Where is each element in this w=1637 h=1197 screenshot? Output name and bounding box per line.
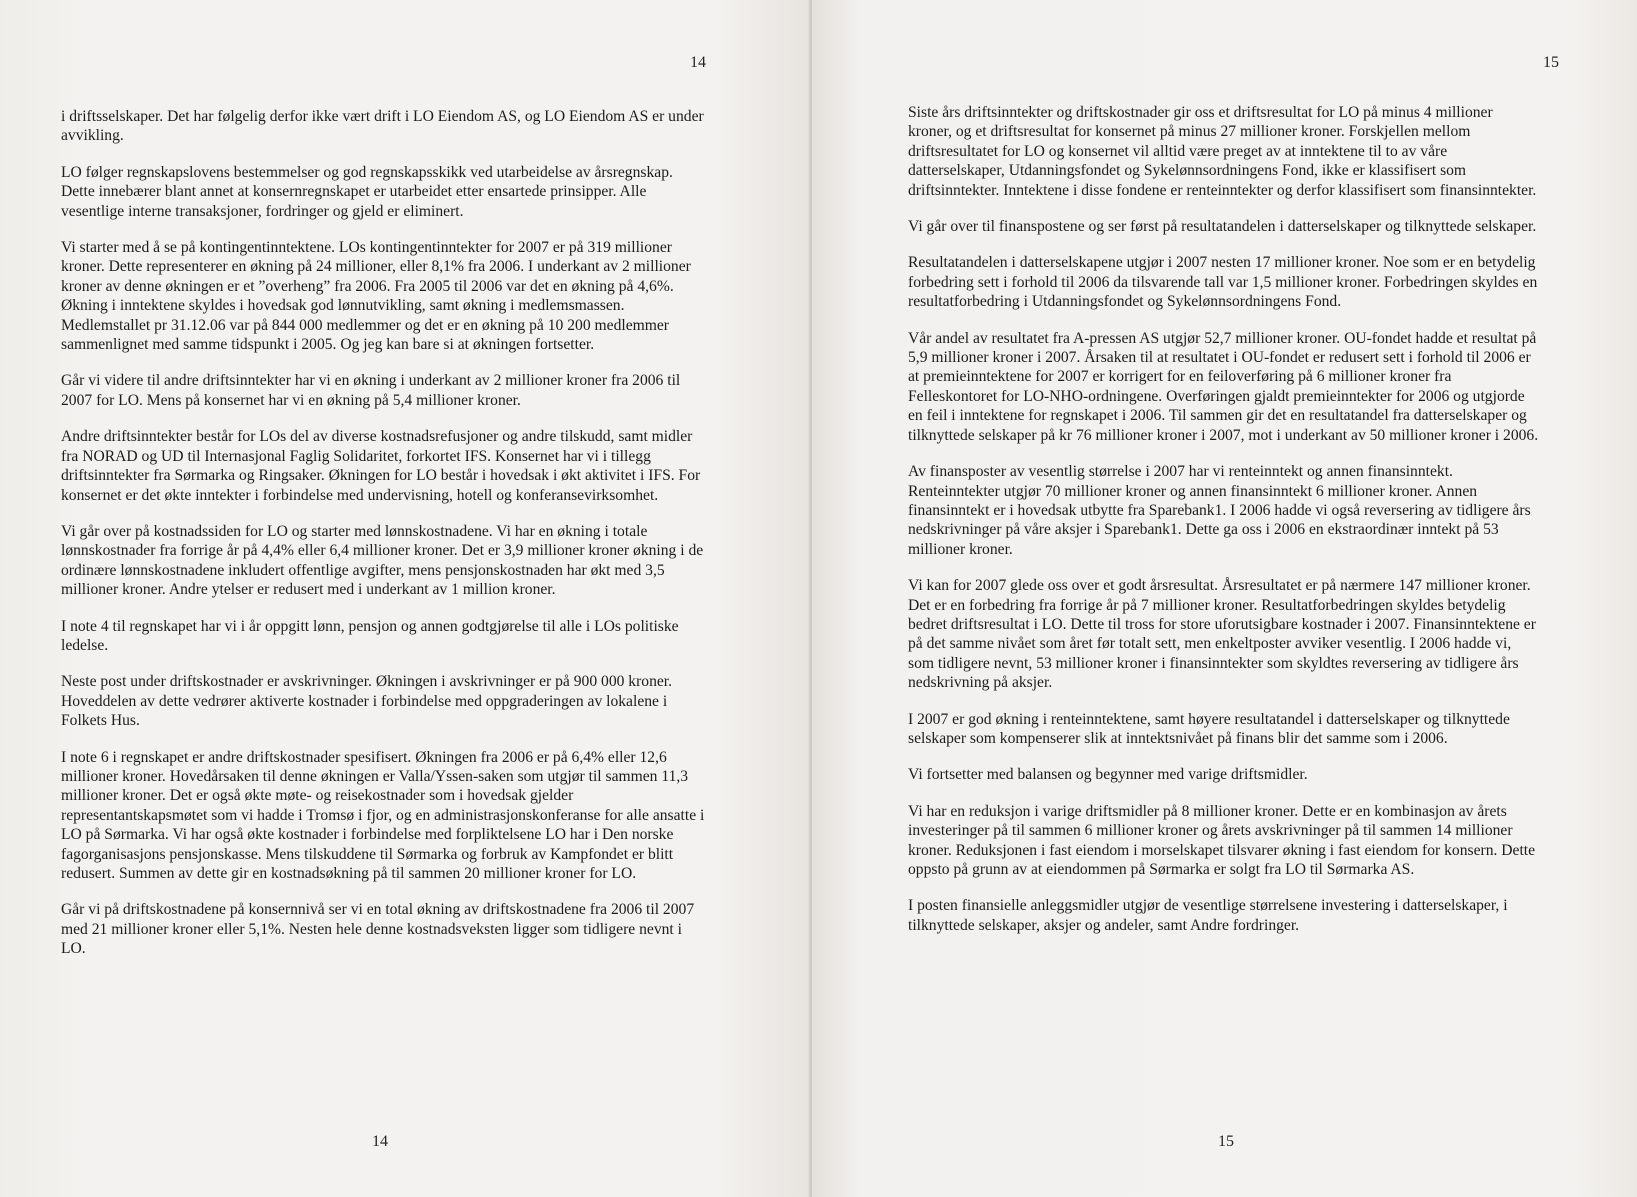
right-paragraph-1: Siste års driftsinntekter og driftskostnader gir oss et driftsresultat for LO på minus 4 millioner kroner, og et driftsresultat for konsernet på minus 27 millioner kroner. Forskjellen mellom driftsresultatet for LO og konsernet vil alltid være preget av at inntektene til to av våre datterselskaper, Utdanningsfondet og Sykelønnsordningens Fond, ikke er klassifisert som driftsinntekter. Inntektene i disse fondene er renteinntekter og derfor klassifisert som finansinntekter. — [908, 104, 1537, 199]
left-page — [0, 0, 812, 1197]
left-paragraph-9: I note 6 i regnskapet er andre driftskostnader spesifisert. Økningen fra 2006 er på 6,4% eller 12,6 millioner kroner. Hovedårsaken til denne økningen er Valla/Yssen-saken som utgjør til sammen 11,3 millioner kroner. Det er også økte møte- og reisekostnader som i hovedsak gjelder representantskapsmøtet som vi hadde i Tromsø i fjor, og en administrasjonskonferanse for alle ansatte i LO på Sørmarka. Vi har også økte kostnader i forbindelse med forpliktelsene LO har i Den norske fagorganisasjons pensjonskasse. Mens tilskuddene til Sørmarka og forbruk av Kampfondet er blitt redusert. Summen av dette gir en kostnadsøkning på til sammen 20 millioner kroner for LO. — [61, 748, 705, 882]
left-paragraph-10: Går vi på driftskostnadene på konsernnivå ser vi en total økning av driftskostnadene fra 2006 til 2007 med 21 millioner kroner eller 5,1%. Nesten hele denne kostnadsveksten ligger som tidligere nevnt i LO. — [61, 901, 695, 958]
right-paragraph-2: Vi går over til finanspostene og ser først på resultatandelen i datterselskaper og tilknyttede selskaper. — [908, 218, 1537, 236]
right-paragraph-7: I 2007 er god økning i renteinntektene, samt høyere resultatandel i datterselskaper og tilknyttede selskaper som kompenserer slik at inntektsnivået på finans blir det samme som i 2006. — [908, 710, 1510, 747]
right-paragraph-9: Vi har en reduksjon i varige driftsmidler på 8 millioner kroner. Dette er en kombinasjon av årets investeringer på til sammen 6 millioner kroner og årets avskrivninger på til sammen 14 millioner kroner. Reduksjonen i fast eiendom i morselskapet tilsvarer økning i fast eiendom for konsern. Dette oppsto på grunn av at eiendommen på Sørmarka er solgt fra LO til Sørmarka AS. — [908, 802, 1536, 878]
right-paragraph-10: I posten finansielle anleggsmidler utgjør de vesentlige størrelsene investering i datterselskaper, i tilknyttede selskaper, aksjer og andeler, samt Andre fordringer. — [908, 897, 1508, 934]
left-page-number-bottom: 14 — [372, 1133, 388, 1150]
right-paragraph-5: Av finansposter av vesentlig størrelse i 2007 har vi renteinntekt og annen finansinntekt. Renteinntekter utgjør 70 millioner kroner og annen finansinntekt 6 millioner kroner. Annen finansinntekt er i hovedsak utbytte fra Sparebank1. I 2006 hadde vi også reversering av tidligere års nedskrivninger på våre aksjer i Sparebank1. Dette ga oss i 2006 en ekstraordinær inntekt på 53 millioner kroner. — [908, 463, 1531, 558]
left-paragraph-3: Vi starter med å se på kontingentinntektene. LOs kontingentinntekter for 2007 er på 319 millioner kroner. Dette representerer en økning på 24 millioner, eller 8,1% fra 2006. I underkant av 2 millioner kroner av denne økningen er et ”overheng” fra 2006. Fra 2005 til 2006 var det en økning på 4,6%. Økning i inntektene skyldes i hovedsak god lønnutvikling, samt økning i medlemsmassen. Medlemstallet pr 31.12.06 var på 844 000 medlemmer og det er en økning på 10 200 medlemmer sammenlignet med samme tidspunkt i 2005. Og jeg kan bare si at økningen fortsetter. — [61, 239, 691, 354]
right-page-body — [908, 103, 1540, 952]
right-page — [812, 0, 1637, 1197]
left-paragraph-2: LO følger regnskapslovens bestemmelser og god regnskapsskikk ved utarbeidelse av årsregnskap. Dette innebærer blant annet at konsernregnskapet er utarbeidet etter ensartede prinsipper. Alle vesentlige interne transaksjoner, fordringer og gjeld er eliminert. — [61, 163, 673, 220]
right-paragraph-3: Resultatandelen i datterselskapene utgjør i 2007 nesten 17 millioner kroner. Noe som er en betydelig forbedring sett i forhold til 2006 da tilsvarende tall var 1,5 millioner kroner. Forbedringen skyldes en resultatforbedring i Utdanningsfondet og Sykelønnsordningens Fond. — [908, 254, 1538, 311]
left-paragraph-6: Vi går over på kostnadssiden for LO og starter med lønnskostnadene. Vi har en økning i totale lønnskostnader fra forrige år på 4,4% eller 6,4 millioner kroner. Det er 3,9 millioner kroner økning i de ordinære lønnskostnadene inkludert offentlige avgifter, mens pensjonskostnaden har økt med 3,5 millioner kroner. Andre ytelser er redusert med i underkant av 1 million kroner. — [61, 522, 704, 599]
right-paragraph-4: Vår andel av resultatet fra A-pressen AS utgjør 52,7 millioner kroner. OU-fondet hadde et resultat på 5,9 millioner kroner i 2007. Årsaken til at resultatet i OU-fondet er redusert sett i forhold til 2006 er at premieinntektene for 2007 er korrigert for en feiloverføring på 6 millioner kroner fra Felleskontoret for LO-NHO-ordningene. Overføringen gjaldt premieinntekter for 2006 og utgjorde en feil i inntektene for regnskapet i 2006. Til sammen gir det en resultatandel fra datterselskaper og tilknyttede selskaper på kr 76 millioner kroner i 2007, mot i underkant av 50 millioner kroner i 2006. — [908, 329, 1539, 444]
right-page-number-bottom: 15 — [1218, 1133, 1234, 1150]
left-paragraph-1: i driftsselskaper. Det har følgelig derfor ikke vært drift i LO Eiendom AS, og LO Eiendom AS er under avvikling. — [61, 108, 704, 145]
left-page-body — [61, 107, 709, 976]
left-paragraph-8: Neste post under driftskostnader er avskrivninger. Økningen i avskrivninger er på 900 000 kroner. Hoveddelen av dette vedrører aktiverte kostnader i forbindelse med oppgraderingen av lokalene i Folkets Hus. — [61, 673, 673, 730]
left-paragraph-5: Andre driftsinntekter består for LOs del av diverse kostnadsrefusjoner og andre tilskudd, samt midler fra NORAD og UD til Internasjonal Faglig Solidaritet, forkortet IFS. Konsernet har vi i tillegg driftsinntekter fra Sørmarka og Ringsaker. Økningen for LO består i hovedsak i økt aktivitet i IFS. For konsernet er det økte inntekter i forbindelse med undervisning, hotell og konferansevirksomhet. — [61, 428, 701, 504]
left-paragraph-4: Går vi videre til andre driftsinntekter har vi en økning i underkant av 2 millioner kroner fra 2006 til 2007 for LO. Mens på konsernet har vi en økning på 5,4 millioner kroner. — [61, 372, 681, 409]
left-page-number-top: 14 — [690, 54, 706, 71]
right-paragraph-6: Vi kan for 2007 glede oss over et godt årsresultat. Årsresultatet er på nærmere 147 millioner kroner. Det er en forbedring fra forrige år på 7 millioner kroner. Resultatforbedringen skyldes betydelig bedret driftsresultat i LO. Dette til tross for store uforutsigbare kostnader i 2007. Finansinntektene er på det samme nivået som året før totalt sett, men enkeltposter avviker vesentlig. I 2006 hadde vi, som tidligere nevnt, 53 millioner kroner i finansinntekter som skyldtes reversering av tidligere års nedskrivning på aksjer. — [908, 577, 1536, 692]
left-paragraph-7: I note 4 til regnskapet har vi i år oppgitt lønn, pensjon og annen godtgjørelse til alle i LOs politiske ledelse. — [61, 617, 679, 654]
right-page-number-top: 15 — [1543, 54, 1559, 71]
right-paragraph-8: Vi fortsetter med balansen og begynner med varige driftsmidler. — [908, 766, 1308, 784]
